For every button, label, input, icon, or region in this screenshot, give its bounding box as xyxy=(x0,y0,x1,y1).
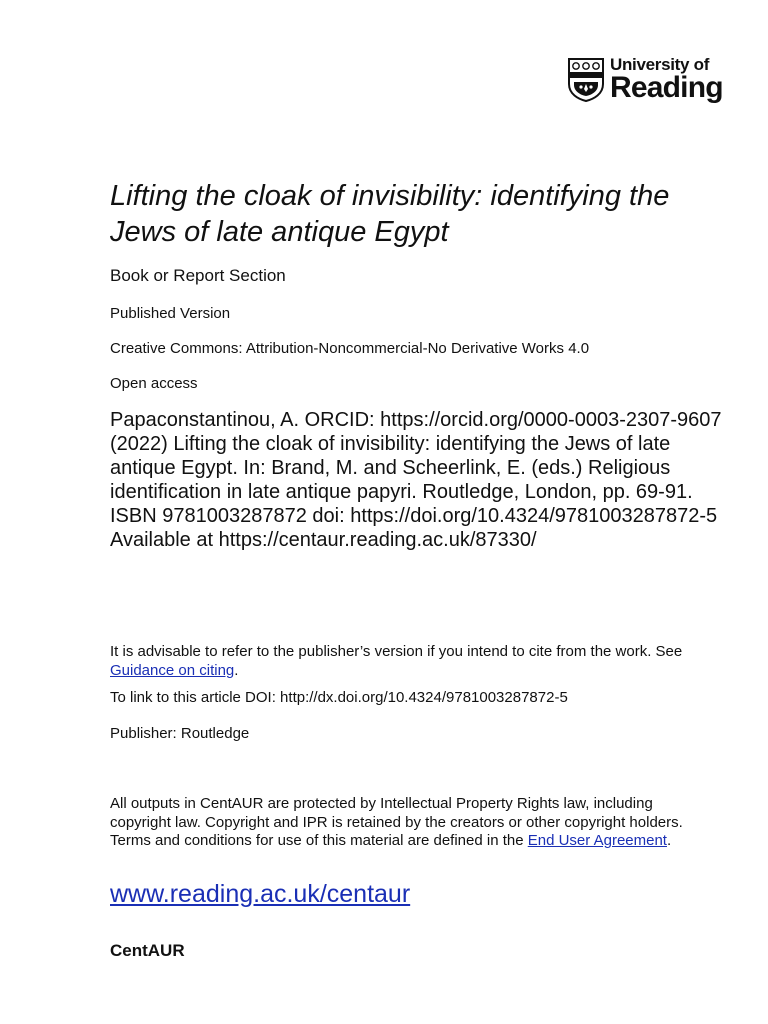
logo-line-1: University of xyxy=(610,55,710,74)
advisory-text-before: It is advisable to refer to the publisher’s version if you intend to cite from the work. See xyxy=(110,643,683,660)
guidance-on-citing-link[interactable]: Guidance on citing xyxy=(110,661,235,679)
advisory-text-after: . xyxy=(234,661,239,679)
rights-text-before: All outputs in CentAUR are protected by Intellectual Property Rights law, including copyright law. Copyright and IPR is retained by the creators or other copyright holders. Terms and conditions for use of this material are defined in the xyxy=(110,795,683,849)
footer-label: CentAUR xyxy=(110,941,185,960)
document-type: Book or Report Section xyxy=(110,266,286,285)
logo-line-2: Reading xyxy=(610,71,723,104)
version-label: Published Version xyxy=(110,305,231,322)
document-title: Lifting the cloak of invisibility: identifying the Jews of late antique Egypt xyxy=(110,180,670,248)
end-user-agreement-link[interactable]: End User Agreement xyxy=(527,832,667,849)
university-logo xyxy=(568,56,724,106)
license-label: Creative Commons: Attribution-Noncommercial-No Derivative Works 4.0 xyxy=(110,340,590,357)
citation-text: Papaconstantinou, A. ORCID: https://orcid.org/0000-0003-2307-9607 (2022) Lifting the cloak of invisibility: identifying the Jews of late antique Egypt. In: Brand, M. and Scheerlink, E. (eds.) Religious identification in late antique papyri. Routledge, London, pp. 69-91. ISBN 9781003287872 doi: https://doi.org/10.4324/9781003287872-5 Available at https://centaur.reading.ac.uk/87330/ xyxy=(110,409,722,551)
rights-text-after: . xyxy=(666,832,672,849)
rights-text xyxy=(110,795,710,851)
centaur-site-link[interactable]: www.reading.ac.uk/centaur xyxy=(110,880,411,908)
advisory-text xyxy=(110,643,710,680)
publisher-line: Publisher: Routledge xyxy=(110,725,250,742)
crest-icon xyxy=(568,58,604,102)
doi-line: To link to this article DOI: http://dx.doi.org/10.4324/9781003287872-5 xyxy=(110,689,568,706)
access-label: Open access xyxy=(110,375,198,392)
